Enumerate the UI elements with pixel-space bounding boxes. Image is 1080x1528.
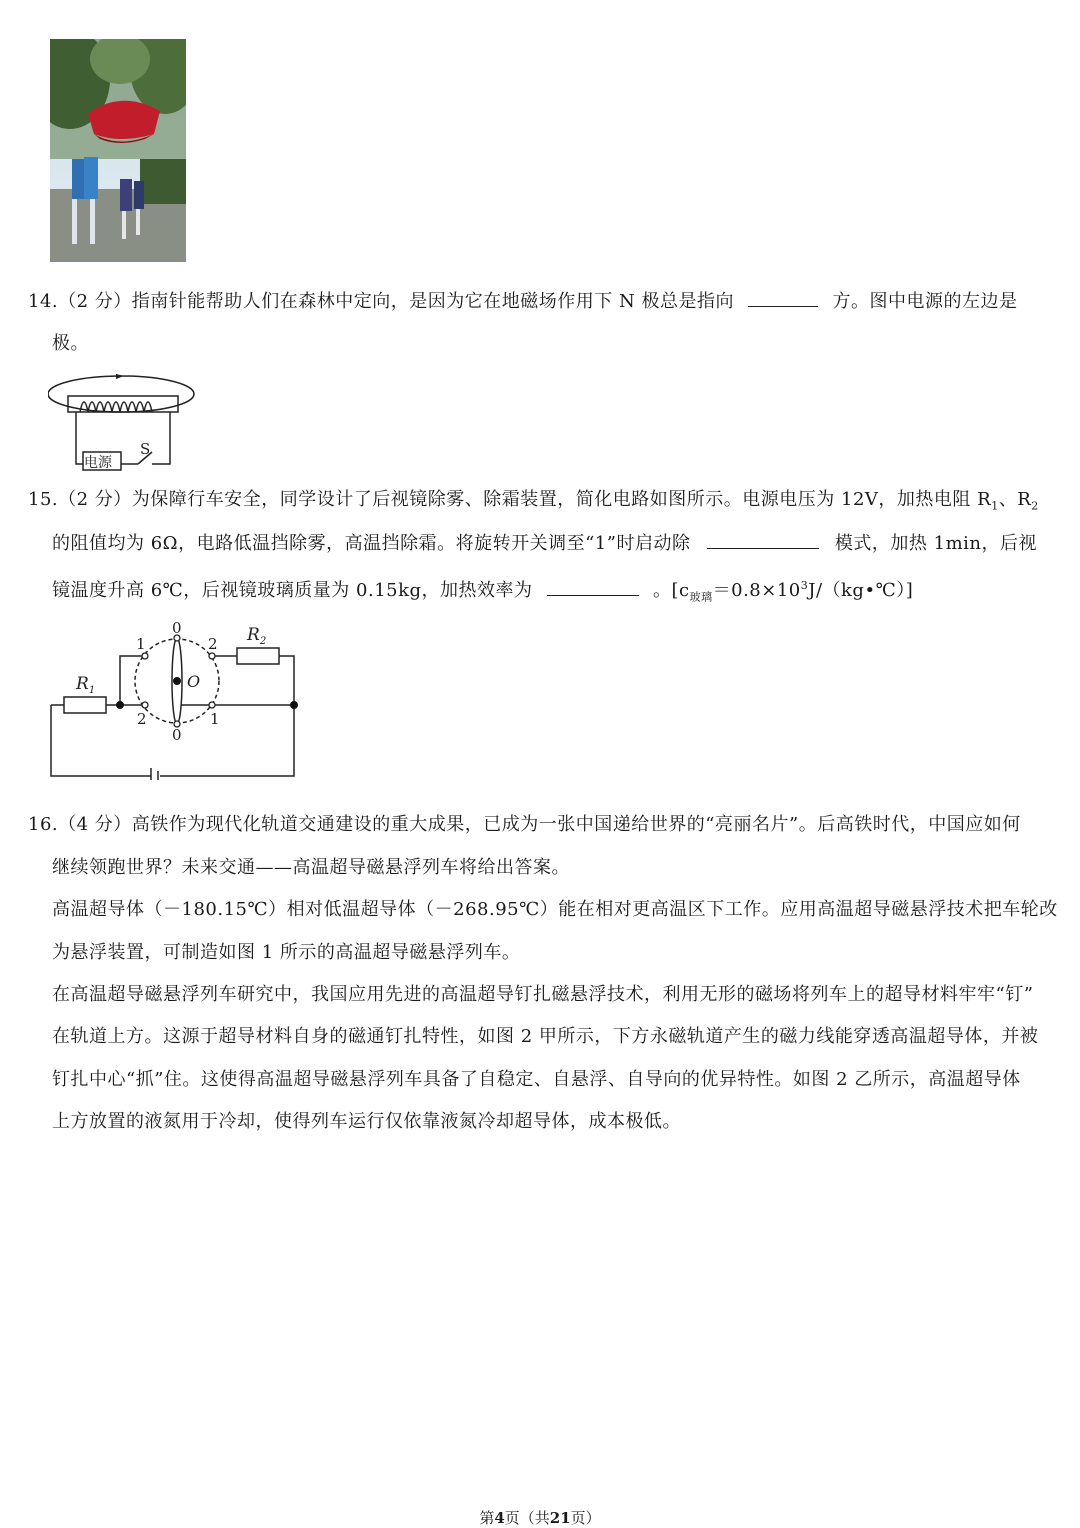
power-label: 电源 — [84, 455, 112, 471]
bottom-left-2-label: 2 — [137, 710, 147, 728]
q14-text-b: 方。图中电源的左边是 — [832, 291, 1018, 312]
top-right-2-label: 2 — [208, 635, 218, 653]
footer-prefix: 第 — [479, 1509, 495, 1527]
q15-text-2b: 模式，加热 1min，后视 — [834, 533, 1038, 554]
q15-blank-1[interactable] — [707, 532, 819, 549]
q15-text-a: 15.（2 分）为保障行车安全，同学设计了后视镜除雾、除霜装置，简化电路如图所示。电源电压为 12V，加热电阻 R — [28, 489, 992, 510]
top-0-label: 0 — [172, 619, 182, 637]
q15-sup-3: 3 — [800, 579, 809, 592]
footer-total-pages: 21 — [549, 1509, 571, 1527]
q15-r1-sub: 1 — [991, 499, 999, 513]
q15-text-3b: 。[c — [653, 580, 690, 601]
q15-line2 — [52, 532, 1037, 555]
q14-line2: 极。 — [52, 333, 89, 354]
q16-p3-line4: 上方放置的液氮用于冷却，使得列车运行仅依靠液氮冷却超导体，成本极低。 — [52, 1111, 681, 1132]
q16-p2-line2: 为悬浮装置，可制造如图 1 所示的高温超导磁悬浮列车。 — [52, 942, 521, 963]
q16-p3-line2: 在轨道上方。这源于超导材料自身的磁通钉扎特性，如图 2 甲所示，下方永磁轨道产生的磁力线能穿透高温超导体，并被 — [52, 1026, 1039, 1047]
q15-text-2a: 的阻值均为 6Ω，电路低温挡除雾，高温挡除霜。将旋转开关调至“1”时启动除 — [52, 533, 691, 554]
footer-page-number: 4 — [494, 1509, 505, 1527]
footer-mid: 页（共 — [504, 1509, 550, 1527]
r2-label: $R_2$ — [247, 625, 267, 647]
q15-text-3a: 镜温度升高 6℃，后视镜玻璃质量为 0.15kg，加热效率为 — [52, 580, 533, 601]
rotary-switch-circuit-diagram — [48, 618, 300, 780]
bottom-right-1-label: 1 — [210, 710, 220, 728]
umbrella-photo — [50, 39, 186, 262]
q15-figure — [48, 618, 300, 784]
q14-line1 — [28, 290, 1017, 313]
q14-text-a: 14.（2 分）指南针能帮助人们在森林中定向，是因为它在地磁场作用下 N 极总是指向 — [28, 291, 734, 312]
q16-p3-line3: 钉扎中心“抓”住。这使得高温超导磁悬浮列车具备了自稳定、自悬浮、自导向的优异特性。如图 2 乙所示，高温超导体 — [52, 1069, 1021, 1090]
q15-text-c: 、R — [998, 489, 1032, 510]
footer-suffix: 页） — [570, 1509, 601, 1527]
top-left-1-label: 1 — [136, 635, 146, 653]
q15-r2-sub: 2 — [1031, 499, 1039, 513]
q15-text-3c: ＝0.8×10 — [712, 580, 801, 601]
q15-line1 — [28, 489, 1039, 518]
switch-label: S — [140, 440, 151, 458]
q16-line2: 继续领跑世界？未来交通——高温超导磁悬浮列车将给出答案。 — [52, 857, 570, 878]
q14-figure — [48, 368, 208, 480]
solenoid-circuit-diagram — [48, 368, 208, 476]
q15-text-3d: J/（kg•℃）] — [808, 580, 914, 601]
r1-label: $R_1$ — [76, 674, 96, 696]
q15-line3 — [52, 575, 913, 609]
q14-blank-1[interactable] — [748, 290, 818, 307]
q16-line1: 16.（4 分）高铁作为现代化轨道交通建设的重大成果，已成为一张中国递给世界的“亮丽名片”。后高铁时代，中国应如何 — [28, 814, 1021, 835]
q15-sub-glass: 玻璃 — [689, 590, 713, 604]
center-o-label: O — [187, 672, 201, 691]
q15-blank-2[interactable] — [547, 579, 639, 596]
q16-p2-line1: 高温超导体（－180.15℃）相对低温超导体（－268.95℃）能在相对更高温区下工作。应用高温超导磁悬浮技术把车轮改 — [52, 899, 1058, 920]
q16-p3-line1: 在高温超导磁悬浮列车研究中，我国应用先进的高温超导钉扎磁悬浮技术，利用无形的磁场将列车上的超导材料牢牢“钉” — [52, 984, 1034, 1005]
bottom-0-label: 0 — [172, 726, 182, 744]
page-footer — [0, 1507, 1080, 1528]
